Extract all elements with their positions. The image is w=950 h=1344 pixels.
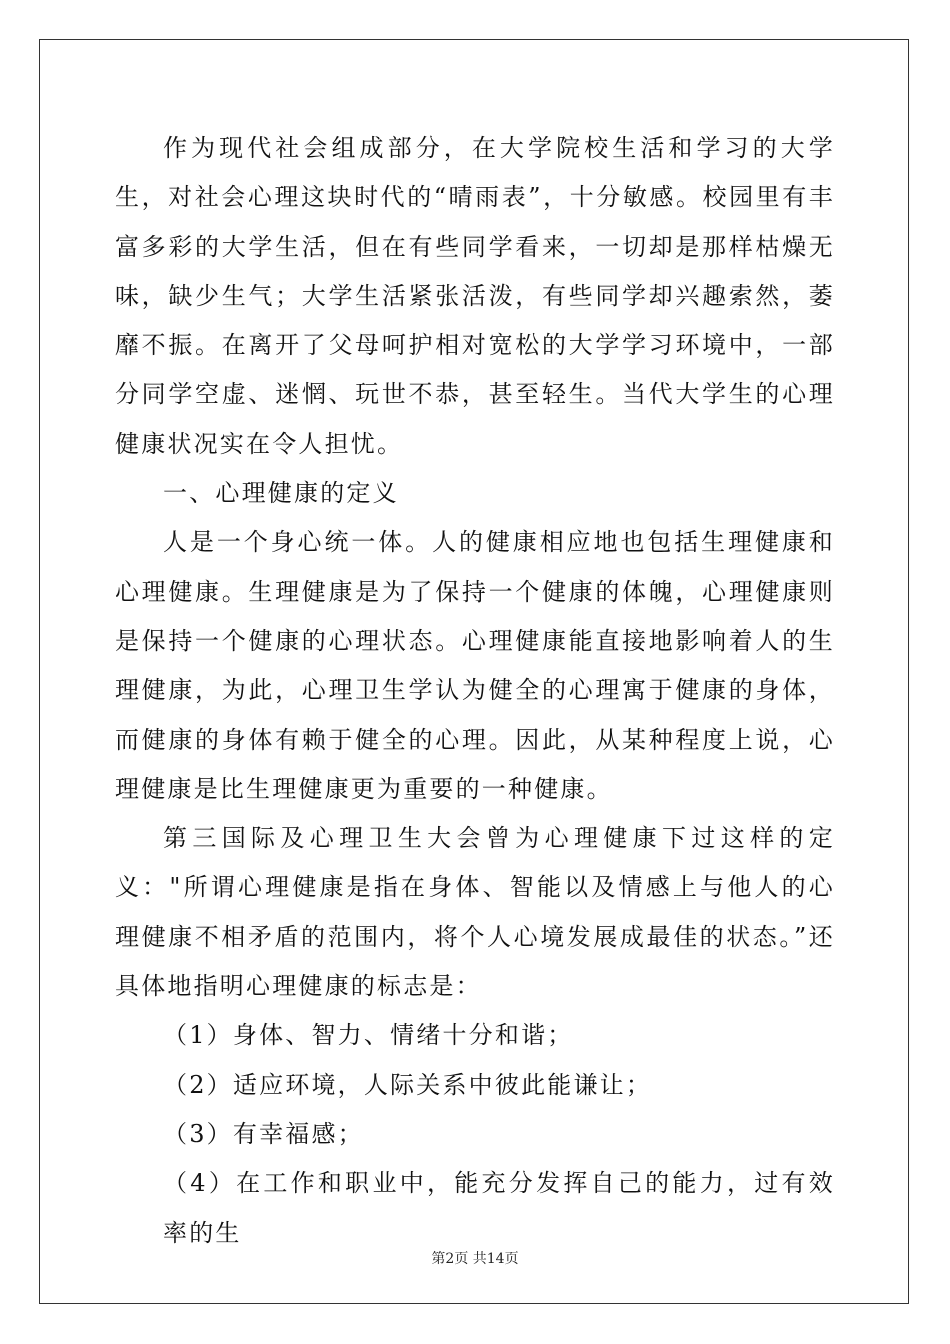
paragraph-congress-definition: 第三国际及心理卫生大会曾为心理健康下过这样的定义："所谓心理健康是指在身体、智能以及情感上与他人的心理健康不相矛盾的范围内，将个人心境发展成最佳的状态。”还具体地指明心理健康的标志是：: [115, 824, 835, 1001]
section-heading: 一、心理健康的定义: [163, 479, 399, 508]
list-item: （4）在工作和职业中，能充分发挥自己的能力，过有效率的生: [163, 1169, 835, 1247]
document-body: [115, 124, 835, 1258]
paragraph-definition: 人是一个身心统一体。人的健康相应地也包括生理健康和心理健康。生理健康是为了保持一个健康的体魄，心理健康则是保持一个健康的心理状态。心理健康能直接地影响着人的生理健康，为此，心理卫生学认为健全的心理寓于健康的身体，而健康的身体有赖于健全的心理。因此，从某种程度上说，心理健康是比生理健康更为重要的一种健康。: [115, 528, 835, 803]
paragraph-intro: 作为现代社会组成部分，在大学院校生活和学习的大学生，对社会心理这块时代的“晴雨表”，十分敏感。校园里有丰富多彩的大学生活，但在有些同学看来，一切却是那样枯燥无味，缺少生气；大学生活紧张活泼，有些同学却兴趣索然，萎靡不振。在离开了父母呵护相对宽松的大学学习环境中，一部分同学空虚、迷惘、玩世不恭，甚至轻生。当代大学生的心理健康状况实在令人担忧。: [115, 134, 835, 458]
list-item: （1）身体、智力、情绪十分和谐；: [163, 1021, 574, 1050]
list-item: （2）适应环境，人际关系中彼此能谦让；: [163, 1070, 653, 1099]
list-item: （3）有幸福感；: [163, 1119, 364, 1148]
page-number-footer: 第2页 共14页: [431, 1251, 519, 1267]
